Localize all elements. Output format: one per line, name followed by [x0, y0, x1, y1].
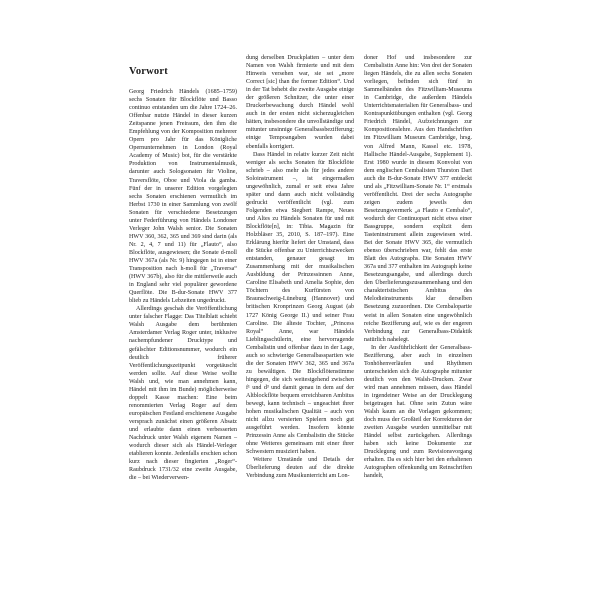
paragraph: dung derselben Druckplatten – unter dem Namen von Walsh firmierte und mit dem Hinweis versehen war, sie sei „more Correct [sic] than the former Edition“. Und in der Tat behebt die zweite Ausgabe einige der größeren Schnitzer, die unter einer Druckerbewachung durch Händel wohl auch in der ersten nicht sicherzugleichen hätten, insbesondere die unvollständige und mitunter unsinnige Generalbassbezifferung; einige Tempoangaben wurden dabei ebenfalls korrigiert.: [246, 55, 354, 150]
paragraph: In der Ausführlichkeit der Generalbass-Bezifferung, aber auch in einzelnen Tonhöhenverläufen und Rhythmen unterscheiden sich die Autographe mitunter deutlich von den Walsh-Drucken. Zwar wird man annehmen müssen, dass Händel in irgendeiner Weise an der Drucklegung beigetragen hat. Ohne sein Zutun wäre Walsh kaum an die Vorlagen gekommen; doch muss der Großteil der Korrekturen der zweiten Ausgabe wurden unmittelbar mit Händel selbst zurückgehen. Allerdings haben sich keine Dokumente zur Drucklegung und zum Revisionsvorgang erhalten. Da es sich hier bei den erhaltenen Autographen offenkundig um Reinschriften handelt,: [364, 344, 472, 480]
text-column-1: [129, 88, 237, 482]
paragraph: Weitere Umstände und Details der Überlieferung deuten auf die direkte Verbindung zum Musikunterricht am Lon-: [246, 457, 354, 480]
paragraph: Allerdings geschah die Veröffentlichung unter falscher Flagge: Das Titelblatt schiebt Walsh Ausgabe dem berühmten Amsterdamer Verlag Roger unter, inklusive nachempfundener Drucktype und gefälschter Editionsnummer, wodurch ein deutlich früherer Veröffentlichungszeitpunkt vorgetäuscht werden sollte. Auf diese Weise wollte Walsh und, wie man annehmen kann, Händel mit ihm im Bunde) möglicherweise doppelt Kasse machen: Eine beim renommierten Verlag Roger auf dem europäischen Festland erschienene Ausgabe versprach zunächst einen größeren Absatz und erlaubte dann einen verbesserten Nachdruck unter Walsh eigenem Namen – wodurch dieser sich als Händel-Verleger etablieren konnte. Jedenfalls erschien schon kurz nach dieser fingierten „Roger“-Raubdruck 1731/32 eine zweite Ausgabe, die – bei Wiederverwen-: [129, 306, 237, 482]
paragraph: Dass Händel in relativ kurzer Zeit nicht weniger als sechs Sonaten für Blockflöte schrieb – also mehr als für jedes andere Soloinstrument –, ist eingermaßen ungewöhnlich, zumal er seit etwa Jahre später und dann auch nicht vollständig gedruckt veröffentlicht (vgl. zum Folgenden etwa Siegbert Rampe, Neues und Altes zu Händels Sonaten für und mit Blockflöte[n], in: Tibia. Magazin für Holzbläser 35, 2010, S. 187–197). Eine Erklärung hierfür liefert der Umstand, dass die Stücke offenbar zu Unterrichtszwecken entstanden, genauer gesagt im Zusammenhang mit der musikalischen Ausbildung der Prinzessinnen Anne, Caroline Elisabeth und Amelia Sophie, den Töchtern des Kurfürsten von Braunschweig-Lüneburg (Hannover) und britischen Kronprinzen Georg August (ab 1727 König George II.) und seiner Frau Caroline. Die älteste Tochter, „Princess Royal“ Anne, war Händels Lieblingsschülerin, eine hervorragende Cembalistin und offenbar dazu in der Lage, auch so schwierige Generalbasspartien wie die der Sonaten HWV 362, 365 und 367a zu bewältigen. Die Blockflötenstimme hingegen, die sich weitestgehend zwischen f¹ und d³ und damit genau in dem auf der Altblockflöte bequem erreichbaren Ambitus bewegt, kann technisch – ungeachtet ihrer hohen musikalischen Qualität – auch von nicht allzu versierten Spielern noch gut ausgeführt werden. Insofern könnte Prinzessin Anne als Cembalistin die Stücke ohne Weiteres gemeinsam mit einer ihrer Schwestern musiziert haben.: [246, 151, 354, 456]
paragraph: Georg Friedrich Händels (1685–1759) sechs Sonaten für Blockflöte und Basso continuo entstanden um die Jahre 1724–26. Offenbar nutzte Händel in dieser kurzen Zeitspanne jenen Freiraum, den ihm die Empfehlung von der Komposition mehrerer Opern pro Jahr für das Königliche Opernunternehmen in London (Royal Academy of Music) bot, für die verstärkte Produktion von Instrumentalmusik, darunter auch Sologsonaten für Violine, Traversflöte, Oboe und Viola da gamba. Fünf der in unserer Edition vorgelegten sechs Sonaten erschienen vermutlich im Herbst 1730 in einer Sammlung von zwölf Sonaten für verschiedene Besetzungen unter Federführung von Händels Londoner Verleger John Walsh senior. Die Sonaten HWV 360, 362, 365 und 369 sind darin (als Nr. 2, 4, 7 und 11) für „Flauto“, also Blockflöte, ausgewiesen; die Sonate d-moll HWV 367a (als Nr. 9) hingegen ist in einer Transposition nach h-moll für „Traversa“ (HWV 367b), also für die mittlerweile auch in England sehr viel populärer gewordene Querflöte. Die B-dur-Sonate HWV 377 blieb zu Händels Lebzeiten ungedruckt.: [129, 89, 237, 305]
text-column-2: [246, 54, 354, 480]
paragraph: doner Hof und insbesondere zur Cembalistin Anne hin: Von drei der Sonaten liegen Händels, die zu allen sechs Sonaten vorliegen, befinden sich fünf in Sammelbänden des Fitzwilliam-Museums in Cambridge, die außerdem Händels Unterrichtsmaterialien für Generalbass- und Kontrapunktübungen enthalten (vgl. Georg Friedrich Händel, Aufzeichnungen zur Kompositionslehre. Aus den Handschriften im Fitzwilliam Museum Cambridge, hrsg. von Alfred Mann, Kassel etc. 1978, Hallische Händel-Ausgabe, Supplement 1). Erst 1980 wurde in diesem Konvolut von dem englischen Cembalisten Thurston Dart auch die B-dur-Sonate HWV 377 entdeckt und als „Fitzwilliam-Sonate Nr. 1“ erstmals veröffentlicht. Drei der sechs Autographe zeigen zudem jeweils den Besetzungsvermerk „a Flauto e Cembalo“, wodurch der Continuopart nicht etwa einer Bassgruppe, sondern explizit dem Tasteninstrument allein zugewiesen wird. Bei der Sonate HWV 365, die vermutlich ebenso überschrieben war, fehlt das erste Blatt des Autographs. Die Sonaten HWV 367a und 377 enthalten im Autograph keine Besetzungsangabe, und allerdings durch den Überlieferungszusammenhang und den charakteristischen Ambitus des Melodieinstruments klar derselben Besetzung zuzuordnen. Die Cembalopartie weist in allen Sonaten eine ungewöhnlich reiche Bezifferung auf, wie es der engeren Verbindung zur Generalbass-Didaktik natürlich nahelegt.: [364, 55, 472, 343]
page-heading: Vorwort: [129, 66, 168, 77]
text-column-3: [364, 54, 472, 480]
